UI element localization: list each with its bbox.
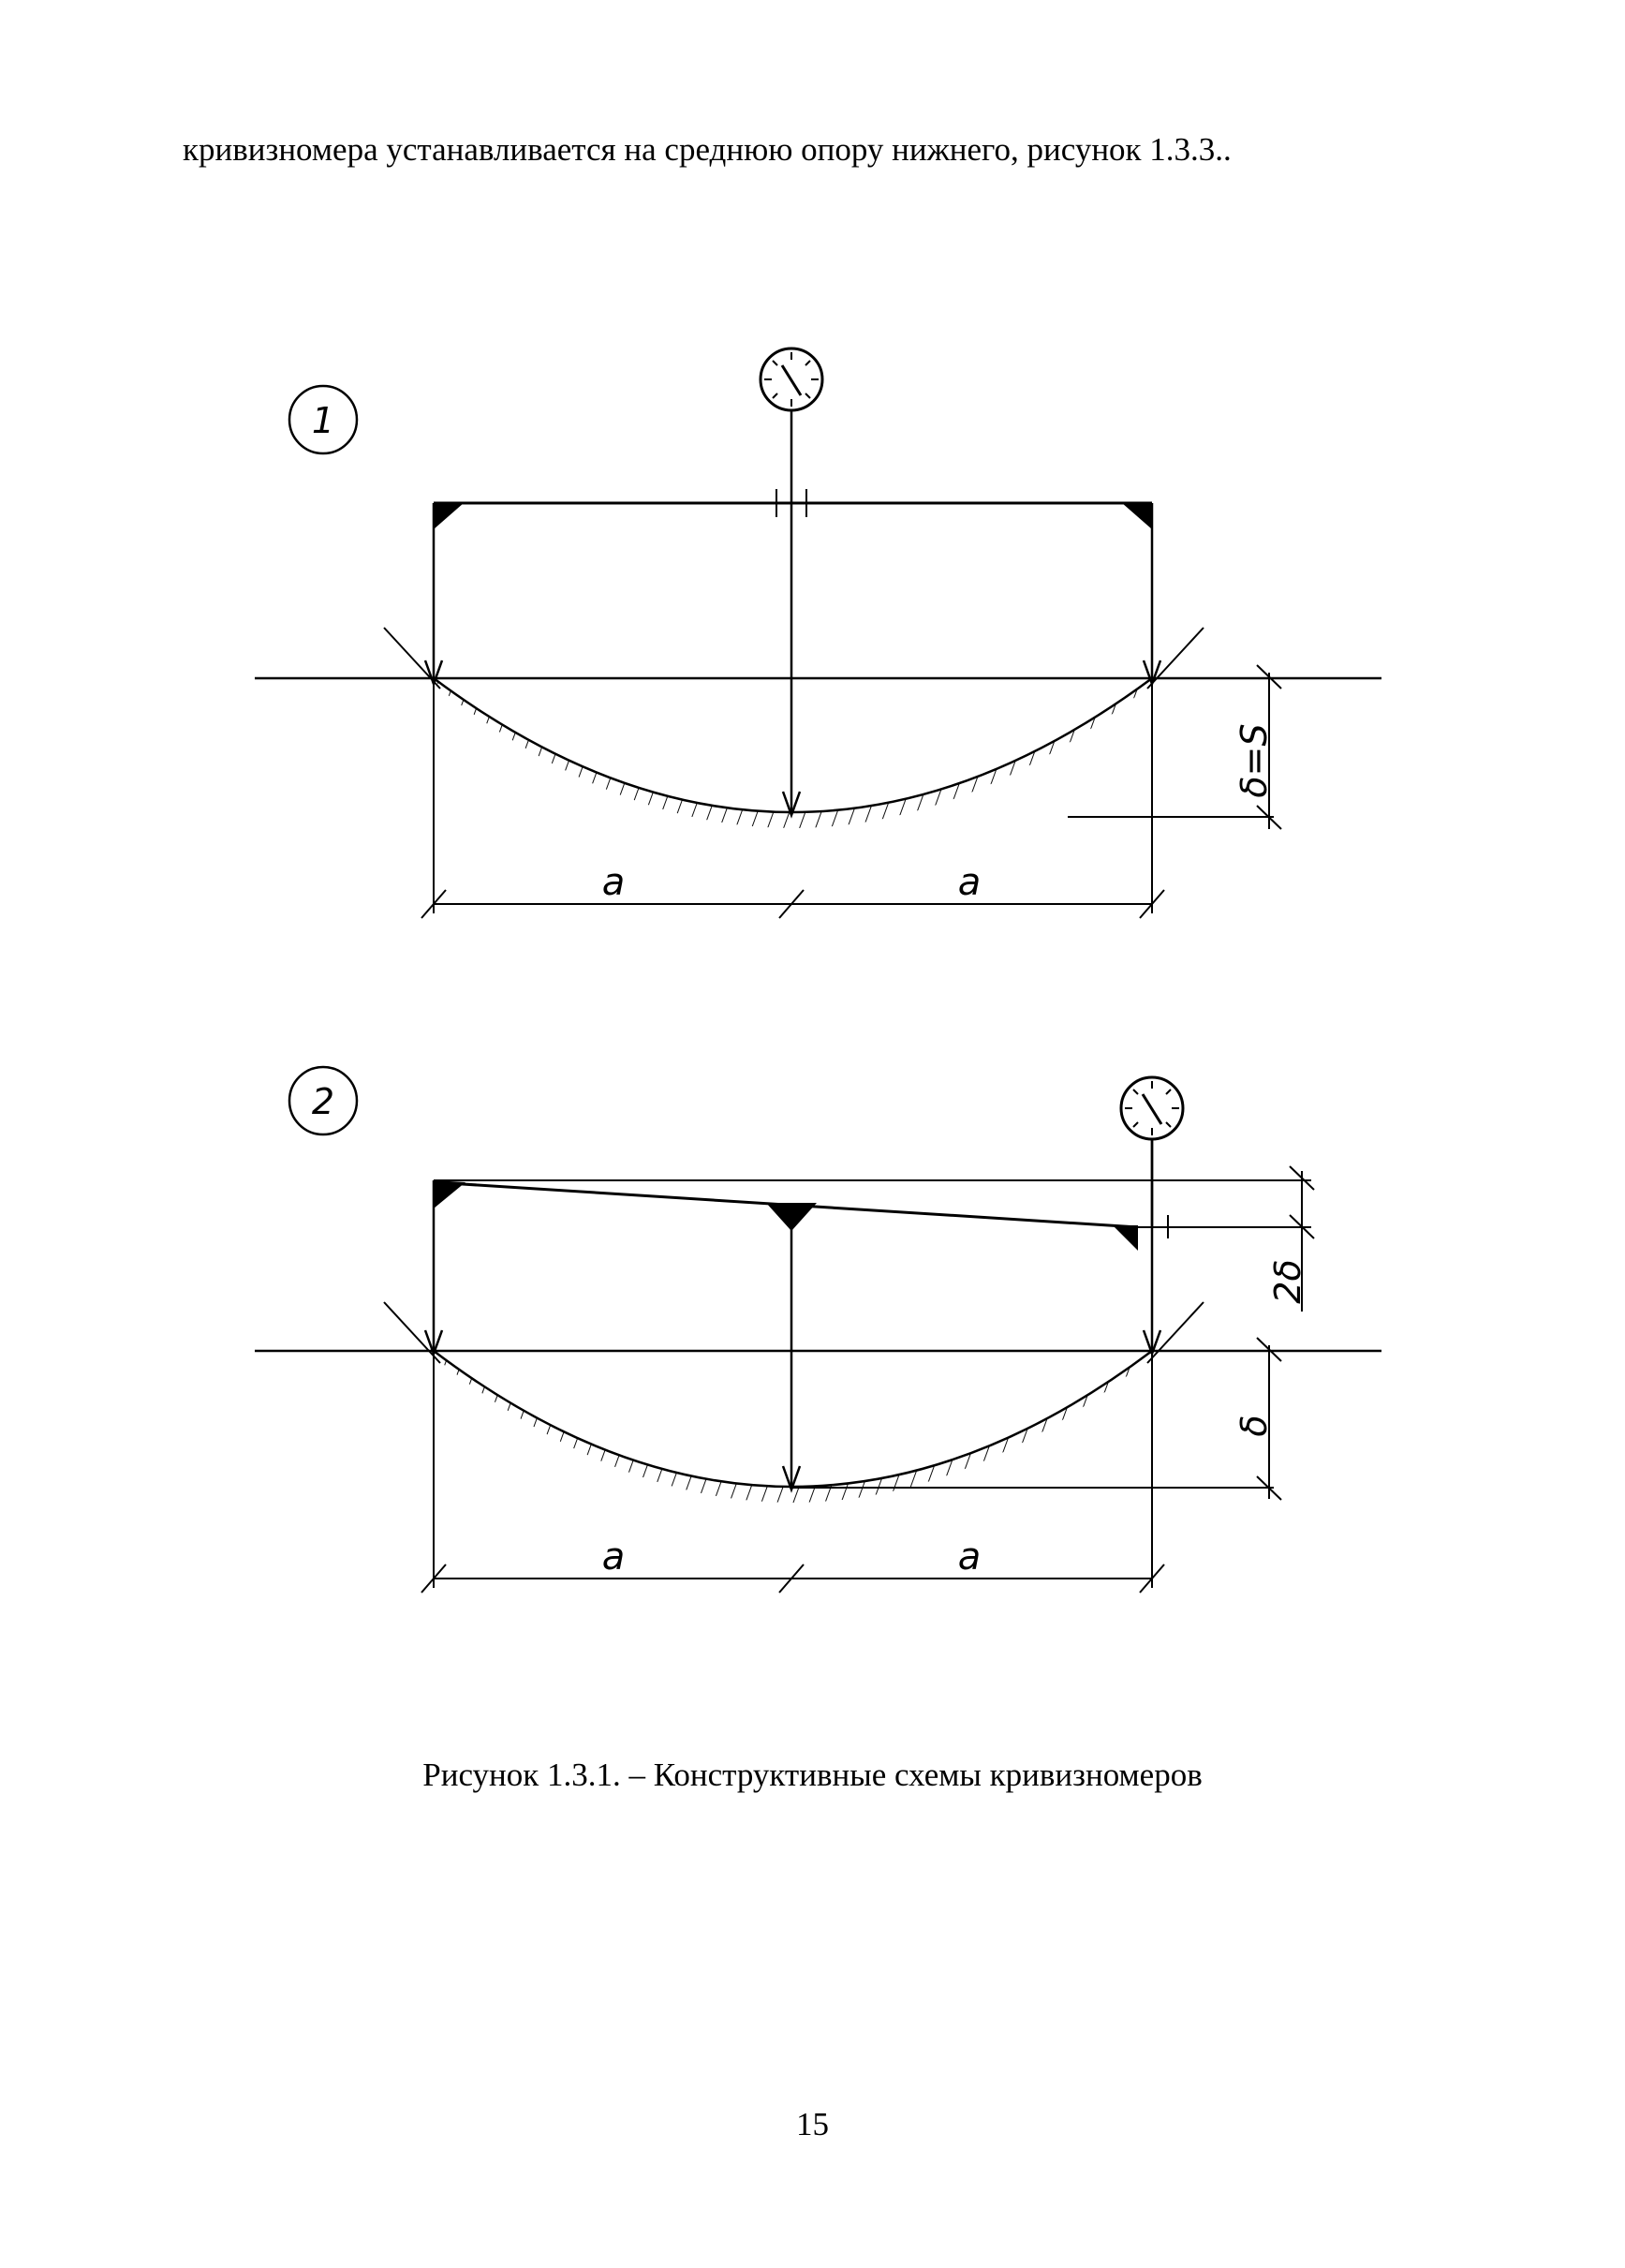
scheme-2-deflection-label: δ — [1234, 1415, 1275, 1437]
scheme-2-number-badge — [289, 1067, 357, 1134]
scheme-2 — [255, 1067, 1381, 1593]
scheme-1 — [255, 348, 1381, 918]
scheme-2-top-label: 2δ — [1267, 1259, 1308, 1304]
scheme-1-dial-gauge-icon — [761, 348, 822, 410]
scheme-1-deflection-label: δ=S — [1234, 723, 1275, 798]
scheme-1-dim-left: a — [601, 861, 626, 904]
scheme-1-number: 1 — [311, 400, 335, 441]
page-number: 15 — [796, 2106, 829, 2142]
figure-caption: Рисунок 1.3.1. – Конструктивные схемы кривизномеров — [422, 1757, 1203, 1793]
scheme-2-number: 2 — [311, 1081, 335, 1122]
scheme-2-dim-left: a — [601, 1535, 626, 1579]
scheme-2-dial-gauge-icon — [1121, 1077, 1183, 1139]
scheme-1-number-badge — [289, 386, 357, 453]
scheme-2-dim-right: a — [957, 1535, 982, 1579]
scheme-1-dim-right: a — [957, 861, 982, 904]
intro-paragraph: кривизномера устанавливается на среднюю опору нижнего, рисунок 1.3.3.. — [183, 131, 1232, 168]
